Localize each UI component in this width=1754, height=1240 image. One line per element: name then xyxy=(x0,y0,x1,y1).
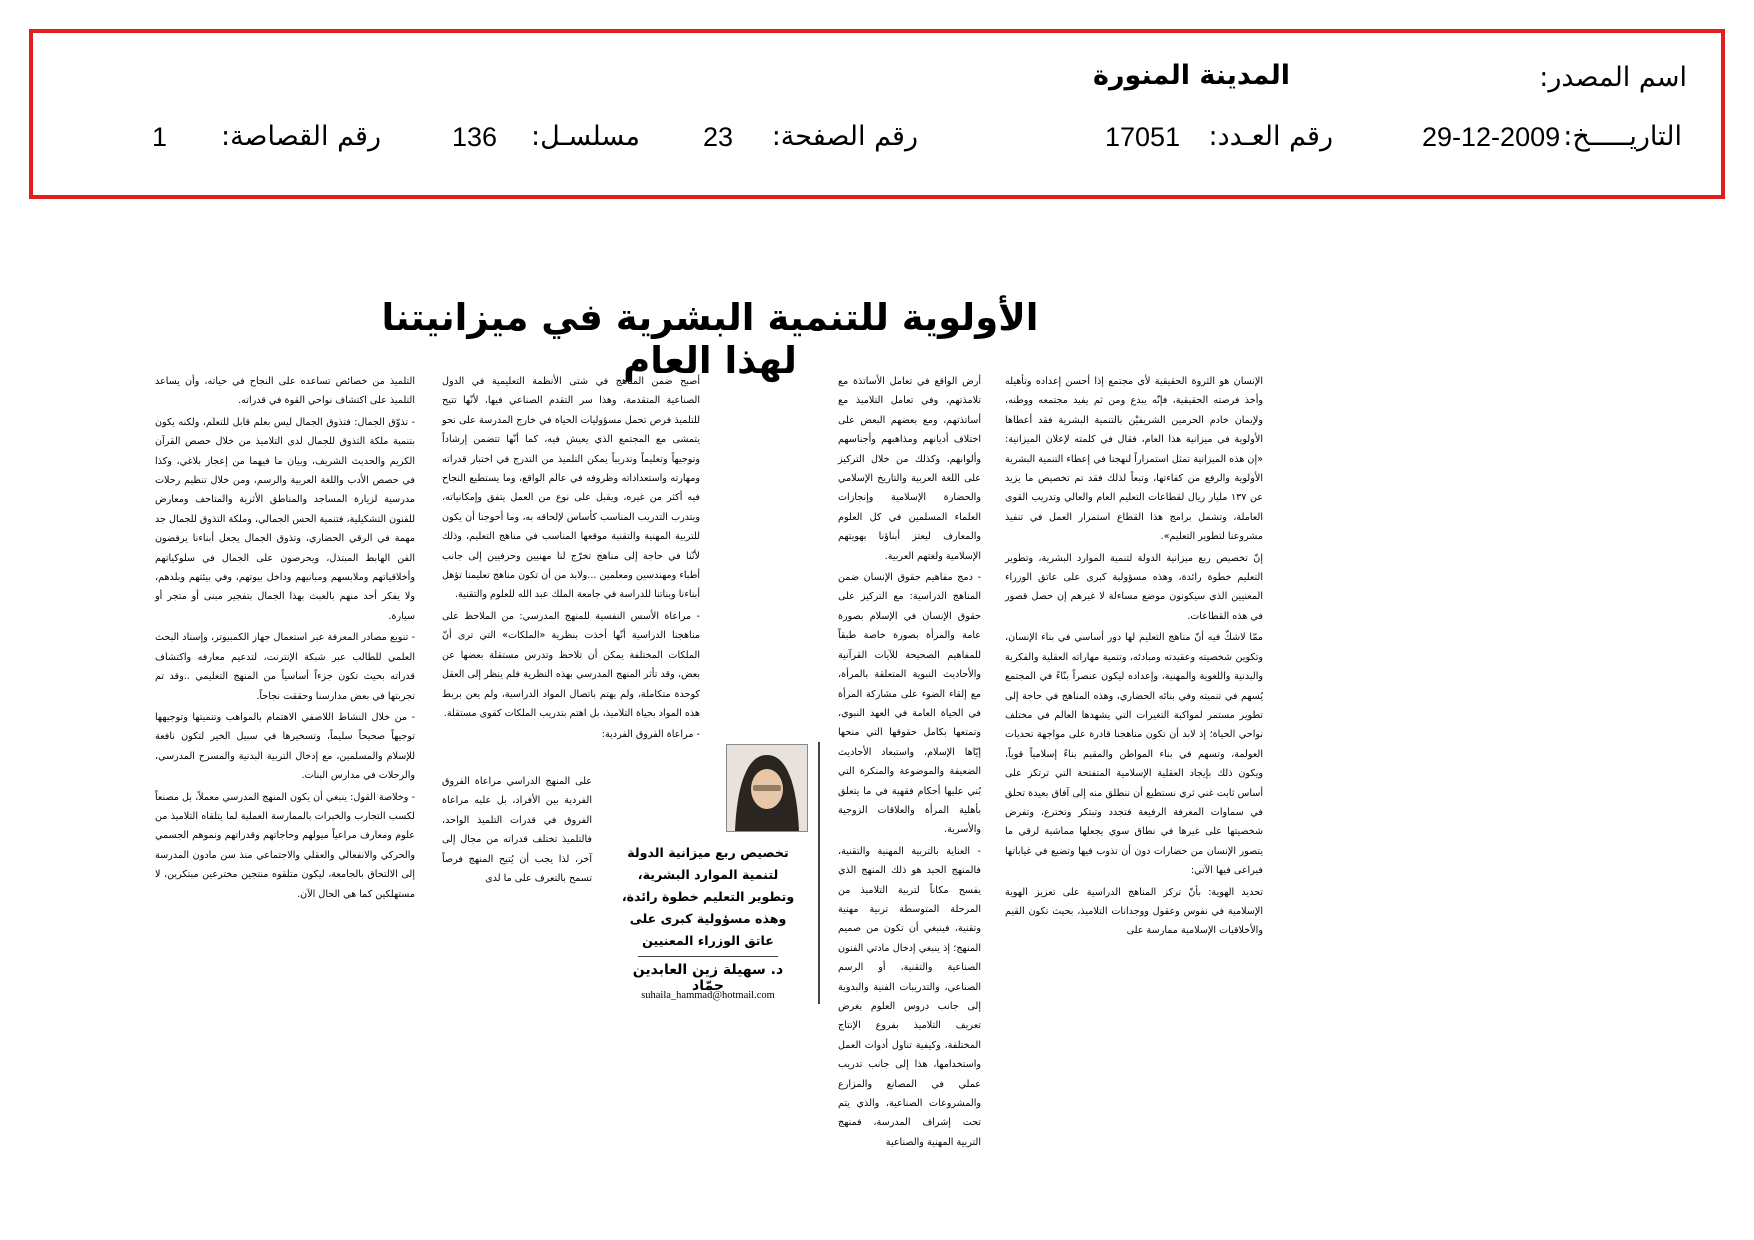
article-column-3 xyxy=(442,372,700,752)
article-column-2 xyxy=(838,372,981,1148)
article-headline: الأولوية للتنمية البشرية في ميزانيتنا لهذا العام xyxy=(381,296,1039,382)
paragraph: - تنويع مصادر المعرفة عبر استعمال جهاز الكمبيوتر، وإسناد البحث العلمي للطالب عبر شبكة الإنترنت، لتدعيم معارفه واكتشاف قدراته بحيث تكون جزءاً أساسياً من المنهج التعليمي ..وقد تم تجربتها في بعض مدارسنا وحققت نجاحاً. xyxy=(155,632,415,702)
paragraph: أرض الواقع في تعامل الأساتذة مع تلامذتهم، وفي تعامل التلاميذ مع أساتذتهم، ومع بعضهم البعض على اختلاف أديانهم ومذاهبهم وأجناسهم وألوانهم، وكذلك من خلال التركيز على اللغة العربية والتاريخ الإسلامي والحضارة الإسلامية وإنجازات العلماء المسلمين في كل العلوم والمعارف ليعتز أبناؤنا بهويتهم الإسلامية ولغتهم العربية. xyxy=(838,376,981,562)
issue-value: 17051 xyxy=(1105,122,1181,152)
paragraph: - من خلال النشاط اللاصفي الاهتمام بالمواهب وتنميتها وتوجيهها توجيهاً صحيحاً سليماً، وتسخيرها في سبيل الخير لتكون نافعة للإسلام والمسلمين، مع إدخال التربية البدنية والمسرح المدرسي، والرحلات في مدارس البنات. xyxy=(155,711,415,782)
paragraph: - مراعاة الأسس النفسية للمنهج المدرسي: من الملاحظ على مناهجنا الدراسية أنّها أخذت بنظرية «الملكات» التي ترى أنّ الملكات المختلفة يمكن أن تلاحظ وتدرس مستقلة بعضها عن بعض، وقد تأثر المنهج المدرسي بهذه النظرية فلم ينظر إلى العقل كوحدة متكاملة، ولم يهتم باتصال المواد الدراسية، ولم يعن بربط هذه المواد بحياة التلاميذ، بل اهتم بتدريب الملكات كقوى مستقلة. xyxy=(442,610,700,719)
paragraph: - العناية بالتربية المهنية والتقنية، فالمنهج الجيد هو ذلك المنهج الذي يفسح مكاناً لتربية التلاميذ من المرحلة المتوسطة تربية مهنية وتقنية، فينبغي أن تكون من صميم المنهج؛ إذ ينبغي إدخال مادتي الفنون الصناعية والتقنية، أو الرسم الصناعي، والتدريبات الفنية والبدوية إلى جانب دروس العلوم بغرض تعريف التلاميذ بفروع الإنتاج المختلفة، وكيفية تناول أدوات العمل واستخدامها، هذا إلى جانب تدريب عملي في المصانع والمزارع والمشروعات الصناعية، والذي يتم تحت إشراف المدرسة، فمنهج التربية المهنية والصناعية xyxy=(838,845,981,1148)
author-photo xyxy=(726,744,808,832)
clipping-header-box xyxy=(29,29,1725,199)
author-portrait-icon xyxy=(727,745,807,831)
page-label: رقم الصفحة: xyxy=(771,121,918,152)
paragraph: - وخلاصة القول: ينبغي أن يكون المنهج المدرسي معملاً، بل مصنعاً لكسب التجارب والخبرات بالممارسة العملية لما يتلقاه التلاميذ من علوم ومعارف مراعياً ميولهم وحاجاتهم وقدراتهم ونموهم الجسمي والحركي والانفعالي والعقلي والاجتماعي منذ سن مادون المدرسة إلى الالتحاق بالجامعة، ليكون متلقوه منتجين مخترعين مبتكرين، لا مستهلكين كما هي الحال الآن. xyxy=(155,791,415,900)
source-value: المدينة المنورة xyxy=(1093,60,1290,91)
article-column-3-lower xyxy=(442,772,592,1012)
author-box-divider xyxy=(818,742,820,1004)
source-label: اسم المصدر: xyxy=(1539,62,1687,93)
paragraph: إنّ تخصيص ربع ميزانية الدولة لتنمية الموارد البشرية، وتطوير التعليم خطوة رائدة، وهذه مسؤولية كبرى على عاتق الوزراء المعنيين الذي سيكونون موضع مساءلة لا غيرهم إن حصل قصور في هذه القطاعات. xyxy=(1005,552,1263,622)
clipping-value: 1 xyxy=(152,122,168,152)
serial-value: 136 xyxy=(452,122,498,152)
author-email: suhaila_hammad@hotmail.com xyxy=(641,990,775,1001)
paragraph: - تذوّق الجمال: فتذوق الجمال ليس بعلم قابل للتعلم، ولكنه يكون بتنمية ملكة التذوق للجمال لدى التلاميذ من خلال حصص القرآن الكريم والحديث الشريف، وبيان ما فيهما من إعجاز بلاغي، وكذا في حصص الأدب واللغة العربية والرسم، ومن خلال تنظيم رحلات مدرسية لزيارة المساجد والمناطق الأثرية والمتاحف ومعارض للفنون التشكيلية، فتنمية الحس الجمالي، وملكة التذوق للجمال جد مهمة في الرقي الحضاري، وتذوق الجمال يجعل أبناءنا يرفضون الفن الهابط المبتذل، ويحرصون على الجمال في سلوكياتهم وأخلاقياتهم وملابسهم ومبانيهم وداخل بيوتهم، وفي بيئتهم وبلدهم، ولا يفكر أحد منهم بالعبث بهذا الجمال بتفجير مبنى أو متجر أو سيارة. xyxy=(155,416,415,622)
clipping-label: رقم القصاصة: xyxy=(220,121,381,152)
date-value: 29-12-2009 xyxy=(1422,122,1561,152)
serial-label: مسلسـل: xyxy=(530,121,640,152)
date-label: التاريـــــخ: xyxy=(1563,121,1682,152)
paragraph: ممّا لاشكّ فيه أنّ مناهج التعليم لها دور أساسي في بناء الإنسان، وتكوين شخصيته وعقيدته ومبادئه، وتنمية مهاراته العقلية والفكرية والبدنية واللغوية والمهنية، وإعداده ليكون عنصراً بنّاءً في المجتمع يُسهم في تنميته وفي بنائه الحضاري، وهذه المناهج في حاجة إلى تطوير مستمر لمواكبة التغيرات التي يشهدها العالم في مختلف نواحي الحياة؛ إذ لابد أن تكون مناهجنا قادرة على مواجهة تحديات العولمة، وتسهم في بناء المواطن والمقيم بناءً إسلامياً قوياً، ويكون ذلك بإيجاد العقلية الإسلامية المتفتحة التي ترتكز على أساس ثابت غني ثري نستطيع أن ننطلق منه إلى آفاق بعيدة تحلق في سماوات المعرفة الرفيعة فتجدد وتبتكر وتخترع، وتفرض شخصيتها على غيرها في نطاق سوي يجعلها مماشية لرقي ما يتصور الإنسان من حضارات دون أن تذوب فيها وتضيع في غياباتها فيراعى فيها الآتي: xyxy=(1005,632,1263,877)
paragraph: الإنسان هو الثروة الحقيقية لأي مجتمع إذا أحسن إعداده وتأهيله وأخذ فرصته الحقيقية، فإنّه يبدع ومن ثم يفيد مجتمعه ووطنه، ولإيمان خادم الحرمين الشريفيْن بالتنمية البشرية فقد أعطاها الأولوية في ميزانية هذا العام، فقال في كلمته لإعلان الميزانية: «إن هذه الميزانية تمثل استمراراً لنهجنا في إعطاء التنمية البشرية الأولوية والرفع من كفاءتها، وتبعاً لذلك فقد تم تخصيص ما يزيد عن ١٣٧ مليار ريال لقطاعات التعليم العام والعالي وتدريب القوى العاملة، وتشمل برامج هذا القطاع استمرار العمل في تنفيذ مشروعنا لتطوير التعليم». xyxy=(1005,376,1264,543)
paragraph: تحديد الهوية: بأنّ تركز المناهج الدراسية على تعزيز الهوية الإسلامية في نفوس وعقول ووجدانات التلاميذ، بحيث تكون القيم والأخلاقيات الإسلامية ممارسة على xyxy=(1005,886,1263,937)
article-column-1 xyxy=(1005,372,1263,1012)
paragraph: أصبح ضمن المناهج في شتى الأنظمة التعليمية في الدول الصناعية المتقدمة، وهذا سر التقدم الصناعي فيها، لأنّها تتيح للتلميذ فرص تحمل مسؤوليات الحياة في خارج المدرسة على نحو يتمشى مع المجتمع الذي يعيش فيه، كما أنّها تتضمن إرشاداً وتوجيهاً وتعليماً وتدريباً يمكن التلميذ من التدرج في اختبار قدراته ومهارته واستعداداته وظروفه في عالم الواقع، وما يستطيع النجاح فيه أكثر من غيره، ويقبل على نوع من العمل يتفق وإمكانياته، ويتدرب التدريب المناسب كأساس لإلحاقه به، وما أحوجنا أن يكون للتربية المهنية والتقنية موقعها المناسب في مناهج التعليم، وذلك لأنّنا في حاجة إلى مناهج تخرّج لنا مهنيين وحرفيين إلى جانب أطباء ومهندسين ومعلمين ...ولابد من أن تكون مناهج تعليمنا تؤهل أبناءنا وبناتنا للدراسة في جامعة الملك عبد الله للعلوم والتقنية. xyxy=(442,376,700,601)
paragraph: - دمج مفاهيم حقوق الإنسان ضمن المناهج الدراسية: مع التركيز على حقوق الإنسان في الإسلام بصورة عامة والمرأة بصورة خاصة طبقاً للمفاهيم الصحيحة للآيات القرآنية والأحاديث النبوية المتعلقة بالمرأة، مع إلقاء الضوء على مشاركة المرأة في الحياة العامة في العهد النبوي، وتمتعها بكامل حقوقها التي منحها إيّاها الإسلام، واستبعاد الأحاديث الضعيفة والموضوعة والمنكرة التي بُني عليها أحكام فقهية في ما يتعلق بأهلية المرأة والعلاقات الزوجية والأسرية. xyxy=(838,572,981,836)
author-name: د. سهيلة زين العابدين حمّاد xyxy=(632,962,784,994)
pull-quote: تخصيص ربع ميزانية الدولة لتنمية الموارد البشرية، وتطوير التعليم خطوة رائدة، وهذه مسؤولية كبرى على عاتق الوزراء المعنيين xyxy=(621,845,795,948)
article-column-4 xyxy=(155,372,415,1012)
paragraph: على المنهج الدراسي مراعاة الفروق الفردية بين الأفراد، بل عليه مراعاة الفروق في قدرات التلميذ الواحد، فالتلميذ تختلف قدراته من مجال إلى آخر، لذا يجب أن يُتيح المنهج فرصاً تسمح بالتعرف على ما لدى xyxy=(442,776,592,885)
author-divider xyxy=(638,956,778,957)
paragraph: التلميذ من خصائص تساعده على النجاح في حياته، وأن يساعد التلميذ على اكتشاف نواحي القوة في قدراته. xyxy=(155,376,415,407)
issue-label: رقم العـدد: xyxy=(1208,121,1333,152)
page-value: 23 xyxy=(703,122,734,152)
paragraph: - مراعاة الفروق الفردية: xyxy=(601,729,700,741)
